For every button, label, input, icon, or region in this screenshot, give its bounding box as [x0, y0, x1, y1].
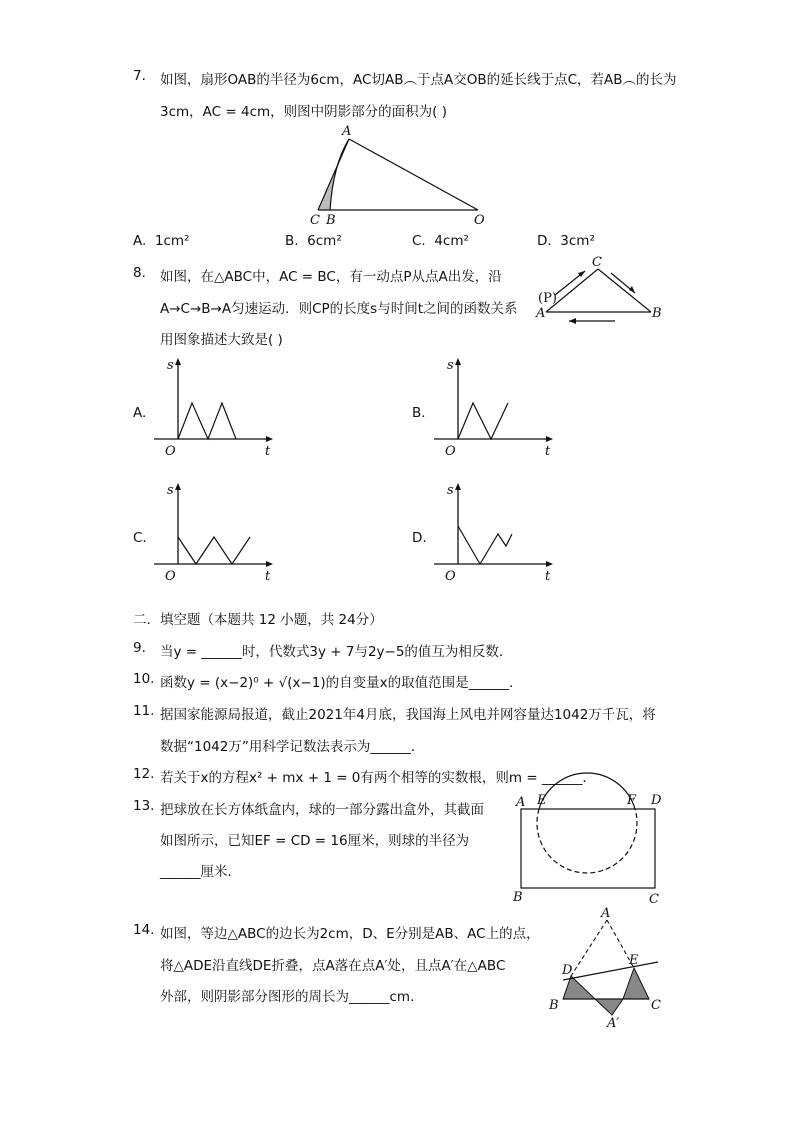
q7-option-b[interactable]: B. 6cm²: [285, 233, 342, 249]
q7-label-o: O: [474, 213, 485, 228]
q14-shaded-bottom: [595, 999, 623, 1015]
q7-line2: 3cm，AC = 4cm，则图中阴影部分的面积为( ): [160, 104, 447, 120]
q14-figure: [545, 908, 665, 1033]
q8-figure: [535, 255, 665, 330]
q7-label-c: C: [310, 213, 320, 228]
q8-graph-b-o: O: [445, 444, 456, 459]
q8-graph-b-key[interactable]: B.: [412, 405, 426, 421]
q13-label-a: A: [516, 795, 526, 810]
q8-line2: A→C→B→A匀速运动．则CP的长度s与时间t之间的函数关系: [160, 301, 518, 317]
q13-label-e: E: [537, 793, 547, 808]
q11-line2: 数据“1042万”用科学记数法表示为______．: [160, 739, 425, 755]
q8-graph-c[interactable]: [150, 480, 280, 590]
q10-text: 函数y = (x−2)⁰ + √(x−1)的自变量x的取值范围是______．: [160, 675, 523, 691]
q11-line1: 据国家能源局报道，截止2021年4月底，我国海上风电并网容量达1042万千瓦，将: [160, 707, 656, 723]
q11-number: 11.: [133, 703, 155, 719]
q14-label-b: B: [549, 998, 559, 1013]
q14-label-d: D: [562, 963, 573, 978]
q8-graph-b[interactable]: [430, 355, 560, 465]
q8-label-p: (P): [538, 291, 557, 306]
q13-line1: 把球放在长方体纸盒内，球的一部分露出盒外，其截面: [160, 802, 484, 818]
q14-label-e: E: [629, 953, 639, 968]
q8-graph-c-s: s: [167, 483, 174, 498]
q8-graph-a[interactable]: [150, 355, 280, 465]
q8-graph-a-t: t: [265, 444, 271, 459]
q8-graph-d-key[interactable]: D.: [412, 530, 427, 546]
q8-line1: 如图，在△ABC中，AC = BC，有一动点P从点A出发，沿: [160, 269, 502, 285]
q8-label-a: A: [536, 306, 546, 321]
q13-label-b: B: [513, 890, 523, 905]
q8-graph-a-s: s: [167, 358, 174, 373]
q7-option-a[interactable]: A. 1cm²: [133, 233, 190, 249]
q14-shaded-right: [623, 968, 649, 999]
q7-line1: 如图，扇形OAB的半径为6cm，AC切AB︵于点A交OB的延长线于点C，若AB︵的长为: [160, 72, 677, 88]
q8-graph-d-t: t: [545, 569, 551, 584]
q8-graph-c-t: t: [265, 569, 271, 584]
q14-number: 14.: [133, 922, 155, 938]
q14-label-a: A: [601, 906, 611, 921]
q9-text: 当y = ______时，代数式3y + 7与2y−5的值互为相反数．: [160, 644, 513, 660]
q8-number: 8.: [133, 265, 146, 281]
q8-graph-a-key[interactable]: A.: [133, 405, 147, 421]
section2-title: 二．填空题（本题共 12 小题，共 24分）: [133, 612, 383, 628]
q8-line3: 用图象描述大致是( ): [160, 332, 283, 348]
q8-graph-c-o: O: [165, 569, 176, 584]
q7-option-c[interactable]: C. 4cm²: [412, 233, 469, 249]
q13-figure: [510, 785, 670, 910]
q13-line3: ______厘米．: [160, 864, 241, 880]
q12-number: 12.: [133, 766, 155, 782]
q14-line1: 如图，等边△ABC的边长为2cm，D、E分别是AB、AC上的点，: [160, 926, 540, 942]
q8-graph-c-key[interactable]: C.: [133, 530, 147, 546]
q13-label-f: F: [627, 793, 637, 808]
q8-label-b: B: [652, 306, 662, 321]
q8-label-c: C: [592, 255, 602, 270]
q7-option-d[interactable]: D. 3cm²: [537, 233, 595, 249]
q7-number: 7.: [133, 68, 146, 84]
q7-figure: [300, 120, 500, 230]
q13-label-d: D: [651, 793, 662, 808]
q13-label-c: C: [649, 892, 659, 907]
q8-graph-b-s: s: [447, 358, 454, 373]
q14-line3: 外部，则阴影部分图形的周长为______cm．: [160, 989, 424, 1005]
q10-number: 10.: [133, 671, 155, 687]
q12-text: 若关于x的方程x² + mx + 1 = 0有两个相等的实数根，则m = ______．: [160, 770, 596, 786]
q14-label-a-prime: A′: [607, 1016, 620, 1031]
q9-number: 9.: [133, 640, 146, 656]
q14-label-c: C: [651, 998, 661, 1013]
q14-line2: 将△ADE沿直线DE折叠，点A落在点A′处，且点A′在△ABC: [160, 958, 506, 974]
q8-graph-d[interactable]: [430, 480, 560, 590]
q8-graph-d-o: O: [445, 569, 456, 584]
q7-label-b: B: [326, 213, 336, 228]
q8-graph-a-o: O: [165, 444, 176, 459]
q8-graph-d-s: s: [447, 483, 454, 498]
q8-graph-b-t: t: [545, 444, 551, 459]
q7-label-a: A: [342, 124, 352, 139]
q13-number: 13.: [133, 798, 155, 814]
q13-line2: 如图所示，已知EF = CD = 16厘米，则球的半径为: [160, 833, 470, 849]
